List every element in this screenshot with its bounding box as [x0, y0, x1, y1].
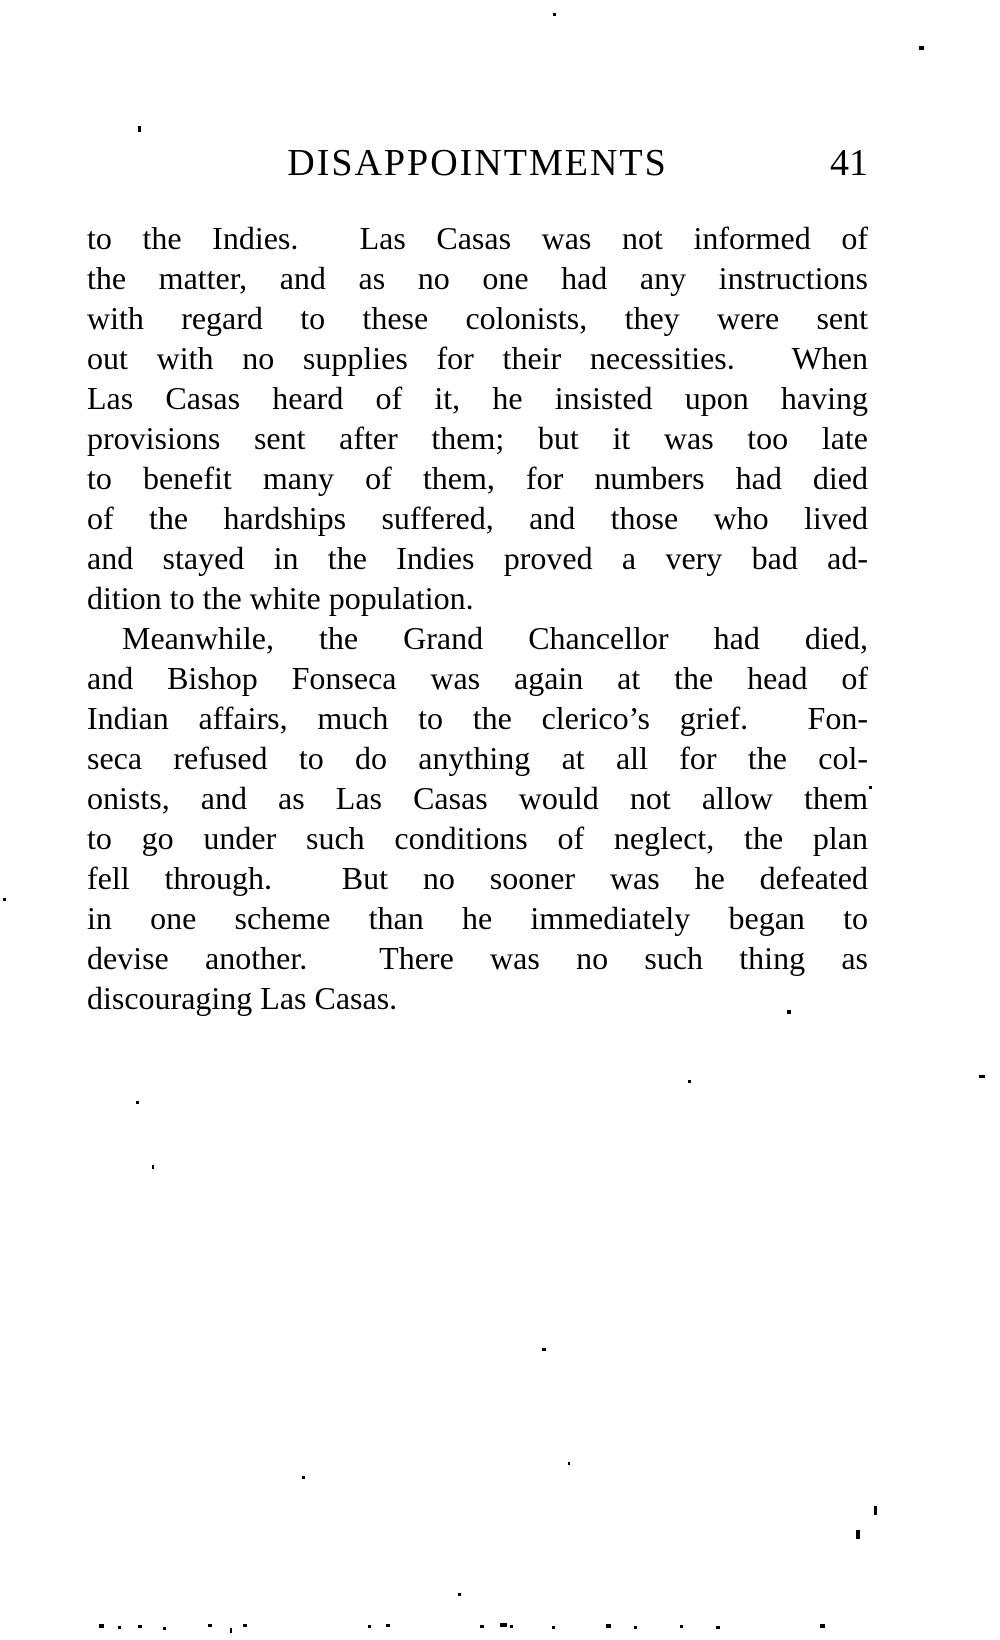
- scan-speck: [302, 1476, 305, 1479]
- text-line: to the Indies. Las Casas was not informed of: [87, 220, 868, 256]
- text-line: and Bishop Fonseca was again at the head of: [87, 660, 868, 696]
- scan-speck: [874, 1506, 877, 1515]
- text-line: onists, and as Las Casas would not allow them: [87, 780, 868, 816]
- scan-speck: [688, 1080, 691, 1083]
- scan-speck: [820, 1624, 825, 1628]
- text-line: devise another. There was no such thing as: [87, 940, 868, 976]
- scan-speck: [230, 1628, 232, 1633]
- scan-speck: [787, 1010, 791, 1014]
- scan-speck: [500, 1623, 507, 1627]
- scan-speck: [480, 1625, 484, 1628]
- text-line: seca refused to do anything at all for the col-: [87, 740, 868, 776]
- scan-speck: [552, 1626, 555, 1629]
- text-line: to benefit many of them, for numbers had died: [87, 460, 868, 496]
- scan-speck: [634, 1626, 637, 1629]
- body-text: [87, 218, 868, 1018]
- scan-speck: [979, 1075, 985, 1078]
- scan-speck: [118, 1626, 121, 1629]
- scan-speck: [680, 1625, 683, 1628]
- scan-speck: [919, 46, 924, 50]
- chapter-title: DISAPPOINTMENTS: [287, 142, 668, 184]
- scan-speck: [138, 126, 141, 132]
- text-line: in one scheme than he immediately began to: [87, 900, 868, 936]
- scan-speck: [856, 1530, 860, 1539]
- scan-speck: [138, 1625, 142, 1628]
- text-line: discouraging Las Casas.: [87, 980, 398, 1016]
- scan-speck: [568, 1462, 570, 1465]
- text-line: out with no supplies for their necessities. When: [87, 340, 868, 376]
- scan-speck: [368, 1625, 371, 1628]
- page-number: 41: [830, 142, 868, 184]
- running-header: [87, 143, 868, 187]
- text-line: provisions sent after them; but it was too late: [87, 420, 868, 456]
- scan-speck: [716, 1626, 720, 1629]
- scan-speck: [553, 13, 556, 16]
- scan-speck: [208, 1624, 212, 1627]
- text-line: Indian affairs, much to the clerico’s grief. Fon-: [87, 700, 868, 736]
- scan-speck: [386, 1624, 390, 1627]
- text-line: of the hardships suffered, and those who lived: [87, 500, 868, 536]
- text-line: the matter, and as no one had any instructions: [87, 260, 868, 296]
- scan-speck: [3, 898, 6, 901]
- text-line: Meanwhile, the Grand Chancellor had died,: [122, 620, 868, 656]
- scan-speck: [152, 1165, 154, 1169]
- scan-speck: [606, 1624, 611, 1628]
- text-line: and stayed in the Indies proved a very bad ad-: [87, 540, 868, 576]
- scan-speck: [136, 1101, 139, 1104]
- text-line: to go under such conditions of neglect, the plan: [87, 820, 868, 856]
- scan-speck: [458, 1593, 461, 1596]
- scan-speck: [243, 1624, 247, 1627]
- text-line: with regard to these colonists, they were sent: [87, 300, 868, 336]
- text-line: Las Casas heard of it, he insisted upon having: [87, 380, 868, 416]
- scan-speck: [510, 1625, 513, 1628]
- scan-speck: [542, 1348, 546, 1351]
- text-line: fell through. But no sooner was he defeated: [87, 860, 868, 896]
- scan-speck: [869, 786, 872, 789]
- text-line: dition to the white population.: [87, 580, 474, 616]
- scan-speck: [163, 1627, 166, 1630]
- scan-speck: [99, 1624, 104, 1628]
